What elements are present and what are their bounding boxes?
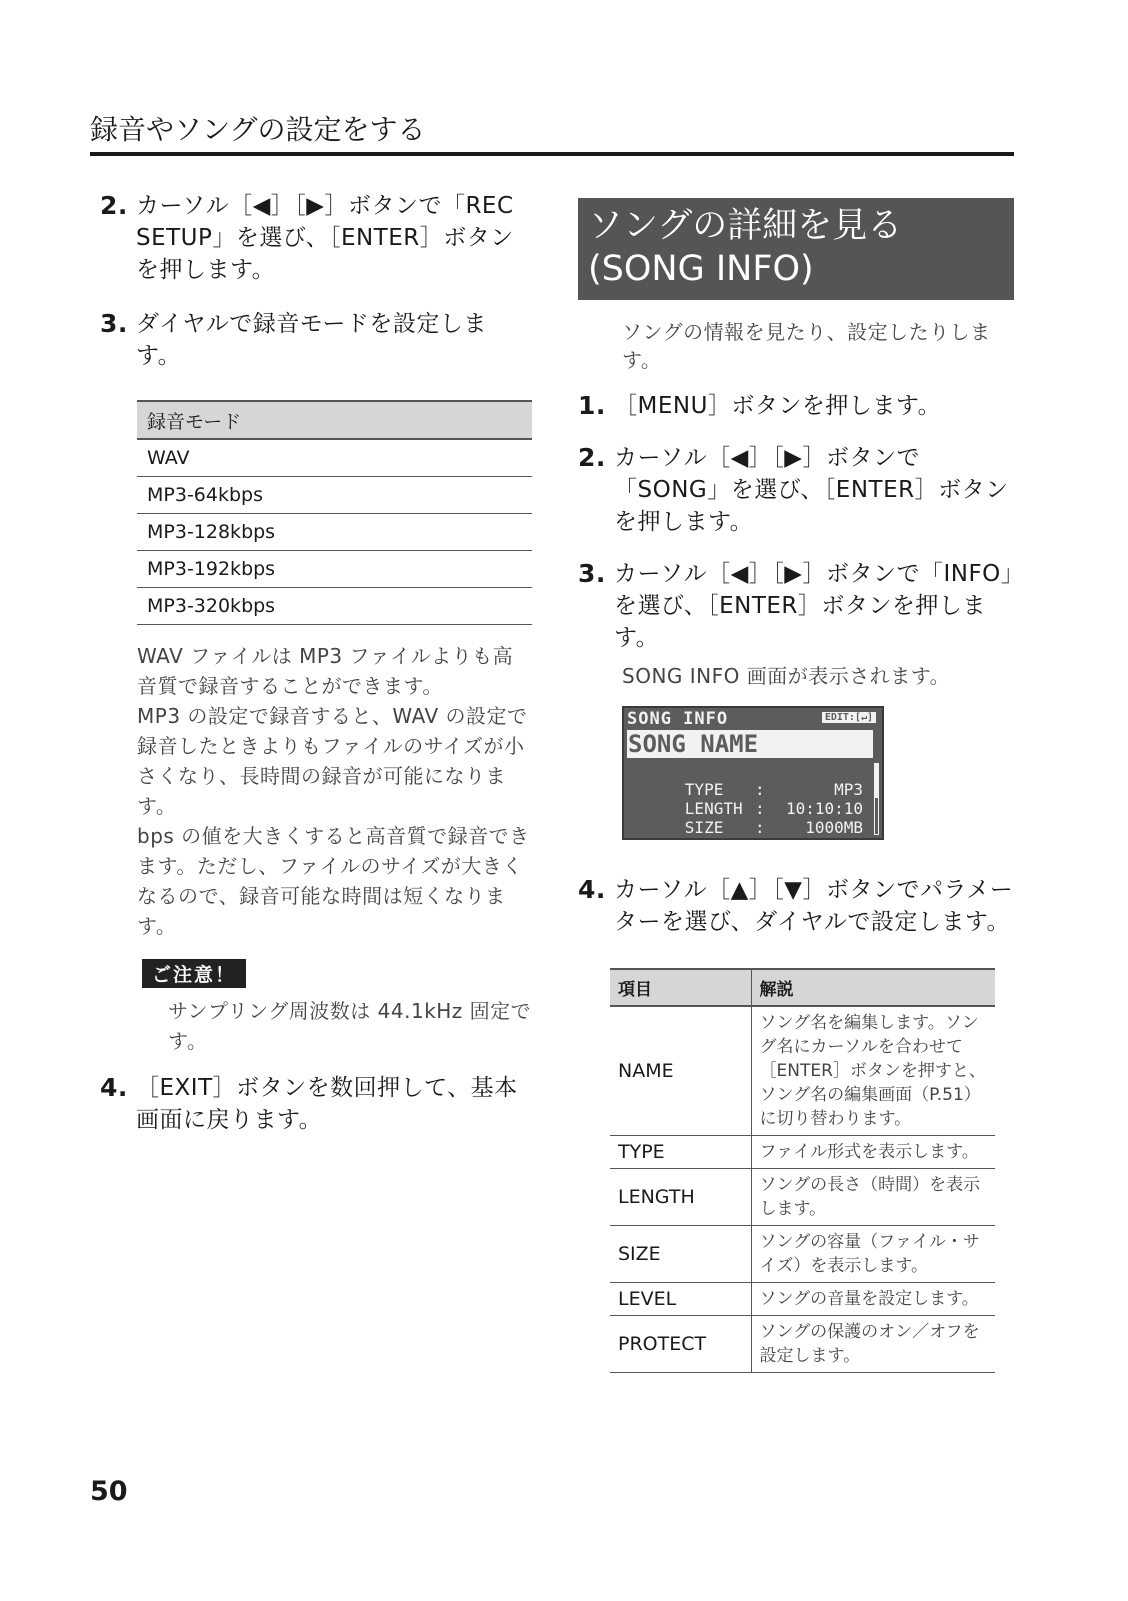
song-info-lcd-screen: [622, 706, 884, 840]
table-row: [610, 1316, 995, 1373]
table-row: [610, 1169, 995, 1226]
table-header-item: 項目: [610, 969, 751, 1006]
step-text: ダイヤルで録音モードを設定します。: [136, 311, 487, 369]
lcd-scrollbar-thumb: [875, 764, 878, 798]
lcd-scrollbar: [874, 763, 879, 835]
lcd-label: SIZE: [684, 818, 724, 837]
table-row: MP3-320kbps: [137, 587, 532, 624]
table-row: MP3-192kbps: [137, 550, 532, 587]
table-header-description: 解説: [751, 969, 995, 1006]
step-text: カーソル［◀］［▶］ボタンで「REC SETUP」を選び、［ENTER］ボタンを押します。: [136, 193, 514, 283]
param-description: ソング名を編集します。ソング名にカーソルを合わせて［ENTER］ボタンを押すと、ソング名の編集画面（P.51）に切り替わります。: [751, 1006, 995, 1136]
caution-label: ご注意！: [142, 959, 246, 988]
table-row: [610, 1136, 995, 1169]
left-column: [100, 190, 532, 1136]
lcd-title: SONG INFO: [627, 709, 729, 729]
lcd-label: LENGTH: [684, 799, 743, 818]
recording-mode-table: [137, 400, 532, 625]
param-name: NAME: [610, 1006, 751, 1136]
step-number: 3.: [100, 309, 128, 338]
page-number: 50: [90, 1476, 128, 1507]
section-title-line: ソングの詳細を見る: [588, 206, 903, 246]
section-title: [578, 198, 1014, 300]
step-2-right: [578, 442, 1014, 538]
section-title-line: (SONG INFO): [588, 249, 814, 289]
table-row: [610, 1226, 995, 1283]
step-text: カーソル［▲］［▼］ボタンでパラメーターを選び、ダイヤルで設定します。: [614, 877, 1014, 935]
step-number: 4.: [578, 875, 606, 904]
step-text: カーソル［◀］［▶］ボタンで「INFO」を選び、［ENTER］ボタンを押します。: [614, 561, 1013, 651]
step-2-left: [100, 190, 532, 286]
step-number: 2.: [578, 443, 606, 472]
param-name: LEVEL: [610, 1283, 751, 1316]
param-description: ソングの音量を設定します。: [751, 1283, 995, 1316]
step-number: 4.: [100, 1072, 128, 1102]
lcd-row-type: TYPE : MP3: [684, 780, 863, 799]
param-name: PROTECT: [610, 1316, 751, 1373]
note-paragraph: MP3 の設定で録音すると、WAV の設定で録音したときよりもファイルのサイズが小さくなり、長時間の録音が可能になります。: [137, 703, 528, 818]
step-3-note: SONG INFO 画面が表示されます。: [622, 664, 951, 688]
caution-text: サンプリング周波数は 44.1kHz 固定です。: [168, 998, 532, 1053]
step-number: 1.: [578, 391, 606, 420]
table-row: WAV: [137, 439, 532, 476]
lcd-value: MP3: [834, 780, 863, 799]
step-number: 3.: [578, 559, 606, 588]
param-name: SIZE: [610, 1226, 751, 1283]
step-1-right: [578, 390, 1014, 422]
note-paragraph: WAV ファイルは MP3 ファイルよりも高音質で録音することができます。: [137, 643, 514, 698]
right-column: [578, 198, 1014, 1373]
table-row: MP3-64kbps: [137, 476, 532, 513]
lcd-song-name: SONG NAME: [627, 730, 873, 758]
param-description: ソングの保護のオン／オフを設定します。: [751, 1316, 995, 1373]
step-text: ［EXIT］ボタンを数回押して、基本画面に戻ります。: [136, 1074, 518, 1133]
param-description: ファイル形式を表示します。: [751, 1136, 995, 1169]
page-title: 録音やソングの設定をする: [90, 113, 426, 146]
lcd-row-length: LENGTH : 10:10:10: [684, 799, 863, 818]
step-text: ［MENU］ボタンを押します。: [614, 393, 942, 419]
table-row: [610, 1006, 995, 1136]
param-description: ソングの長さ（時間）を表示します。: [751, 1169, 995, 1226]
param-name: LENGTH: [610, 1169, 751, 1226]
step-3-left: [100, 308, 532, 372]
recording-notes: [100, 641, 532, 941]
step-3-right: [578, 558, 1014, 654]
section-intro: ソングの情報を見たり、設定したりします。: [622, 320, 991, 372]
page-header: [90, 110, 1014, 156]
table-row: MP3-128kbps: [137, 513, 532, 550]
lcd-row-size: SIZE : 1000MB: [684, 818, 863, 837]
lcd-label: TYPE: [684, 780, 724, 799]
step-4-right: [578, 874, 1014, 938]
table-header: 録音モード: [137, 401, 532, 439]
note-paragraph: bps の値を大きくすると高音質で録音できます。ただし、ファイルのサイズが大きくなるので、録音可能な時間は短くなります。: [137, 823, 530, 938]
param-name: TYPE: [610, 1136, 751, 1169]
step-4-left: [100, 1072, 532, 1136]
param-description: ソングの容量（ファイル・サイズ）を表示します。: [751, 1226, 995, 1283]
caution-box: [100, 959, 532, 1056]
parameter-table: [610, 968, 995, 1373]
step-number: 2.: [100, 191, 128, 220]
step-text: カーソル［◀］［▶］ボタンで「SONG」を選び、［ENTER］ボタンを押します。: [614, 445, 1009, 535]
lcd-value: 1000MB: [805, 818, 863, 837]
lcd-edit-indicator: EDIT:[↵]: [822, 712, 876, 723]
table-row: [610, 1283, 995, 1316]
lcd-value: 10:10:10: [785, 799, 863, 818]
